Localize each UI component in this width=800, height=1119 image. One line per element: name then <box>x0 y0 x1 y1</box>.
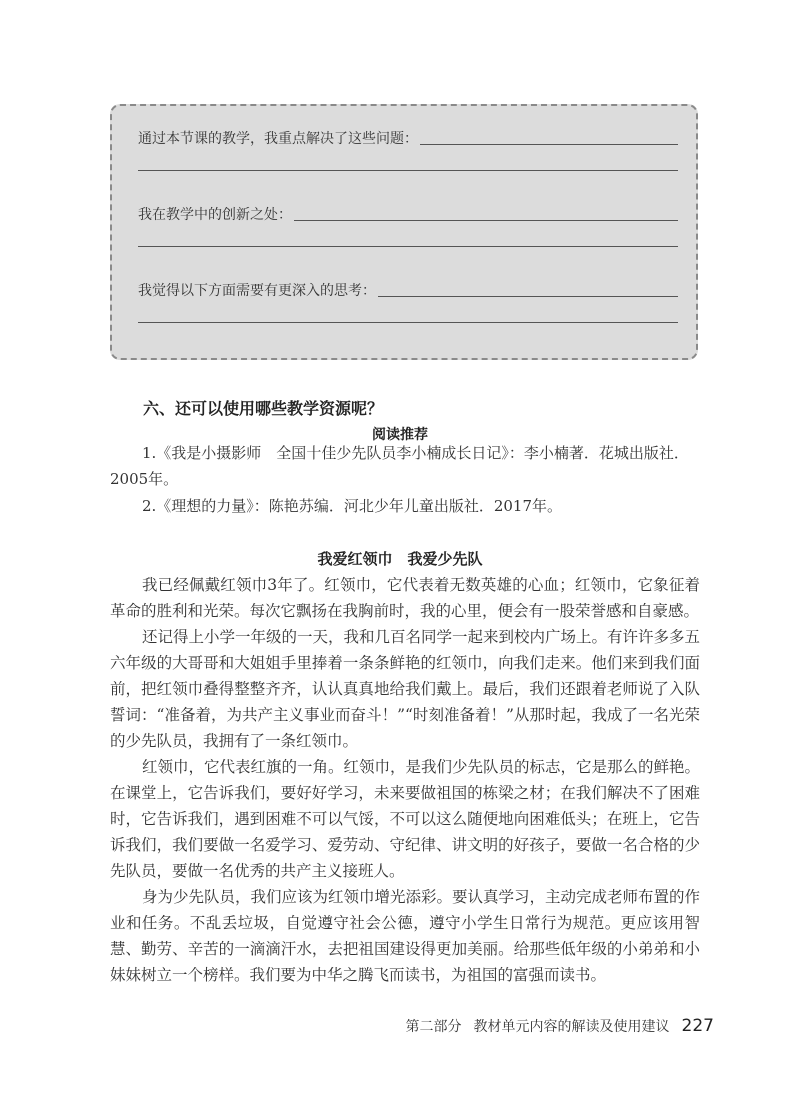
article-paragraph: 身为少先队员，我们应该为红领巾增光添彩。要认真学习，主动完成老师布置的作业和任务。不乱丢垃圾，自觉遵守社会公德，遵守小学生日常行为规范。更应该用智慧、勤劳、辛苦的一滴滴汗水，去把祖国建设得更加美丽。给那些低年级的小弟弟和小妹妹树立一个榜样。我们要为中华之腾飞而读书，为祖国的富强而读书。 <box>110 888 701 984</box>
reflection-prompt-label: 我觉得以下方面需要有更深入的思考： <box>138 283 376 299</box>
book-item <box>110 440 700 492</box>
answer-line[interactable] <box>378 295 678 297</box>
book-item-text: 1.《我是小摄影师 全国十佳少先队员李小楠成长日记》：李小楠著．花城出版社．2005年。 <box>110 444 689 488</box>
answer-line[interactable] <box>138 246 678 247</box>
book-item <box>110 493 700 519</box>
page-footer <box>406 1016 714 1036</box>
footer-title: 教材单元内容的解读及使用建议 <box>473 1019 670 1035</box>
book-item-text: 2.《理想的力量》：陈艳苏编．河北少年儿童出版社．2017年。 <box>142 497 562 515</box>
section-title: 六、还可以使用哪些教学资源呢？ <box>143 399 384 418</box>
reflection-box <box>110 104 698 360</box>
footer-part: 第二部分 <box>405 1019 462 1035</box>
reflection-prompt-1 <box>138 128 678 148</box>
reflection-prompt-label: 通过本节课的教学，我重点解决了这些问题： <box>138 131 418 147</box>
answer-line[interactable] <box>420 143 678 145</box>
article-paragraph: 红领巾，它代表红旗的一角。红领巾，是我们少先队员的标志，它是那么的鲜艳。在课堂上，它告诉我们，要好好学习，未来要做祖国的栋梁之材；在我们解决不了困难时，它告诉我们，遇到困难不可以气馁，不可以这么随便地向困难低头；在班上，它告诉我们，我们要做一名爱学习、爱劳动、守纪律、讲文明的好孩子，要做一名合格的少先队员，要做一名优秀的共产主义接班人。 <box>110 758 701 880</box>
page-number: 227 <box>681 1016 714 1036</box>
answer-line[interactable] <box>294 219 678 221</box>
article-paragraph: 还记得上小学一年级的一天，我和几百名同学一起来到校内广场上。有许许多多五六年级的大哥哥和大姐姐手里捧着一条条鲜艳的红领巾，向我们走来。他们来到我们面前，把红领巾叠得整整齐齐，认认真真地给我们戴上。最后，我们还跟着老师说了入队誓词：“准备着，为共产主义事业而奋斗！”“时刻准备着！”从那时起，我成了一名光荣的少先队员，我拥有了一条红领巾。 <box>110 628 701 750</box>
answer-line[interactable] <box>138 170 678 171</box>
article-paragraph: 我已经佩戴红领巾3年了。红领巾，它代表着无数英雄的心血；红领巾，它象征着革命的胜利和光荣。每次它飘扬在我胸前时，我的心里，便会有一股荣誉感和自豪感。 <box>110 576 700 620</box>
reflection-prompt-2 <box>138 204 678 224</box>
article-title: 我爱红领巾 我爱少先队 <box>317 550 483 568</box>
reading-recommendation-title: 阅读推荐 <box>372 427 428 443</box>
reflection-prompt-3 <box>138 280 678 300</box>
article-body <box>110 572 700 988</box>
reflection-prompt-label: 我在教学中的创新之处： <box>138 207 292 223</box>
answer-line[interactable] <box>138 322 678 323</box>
